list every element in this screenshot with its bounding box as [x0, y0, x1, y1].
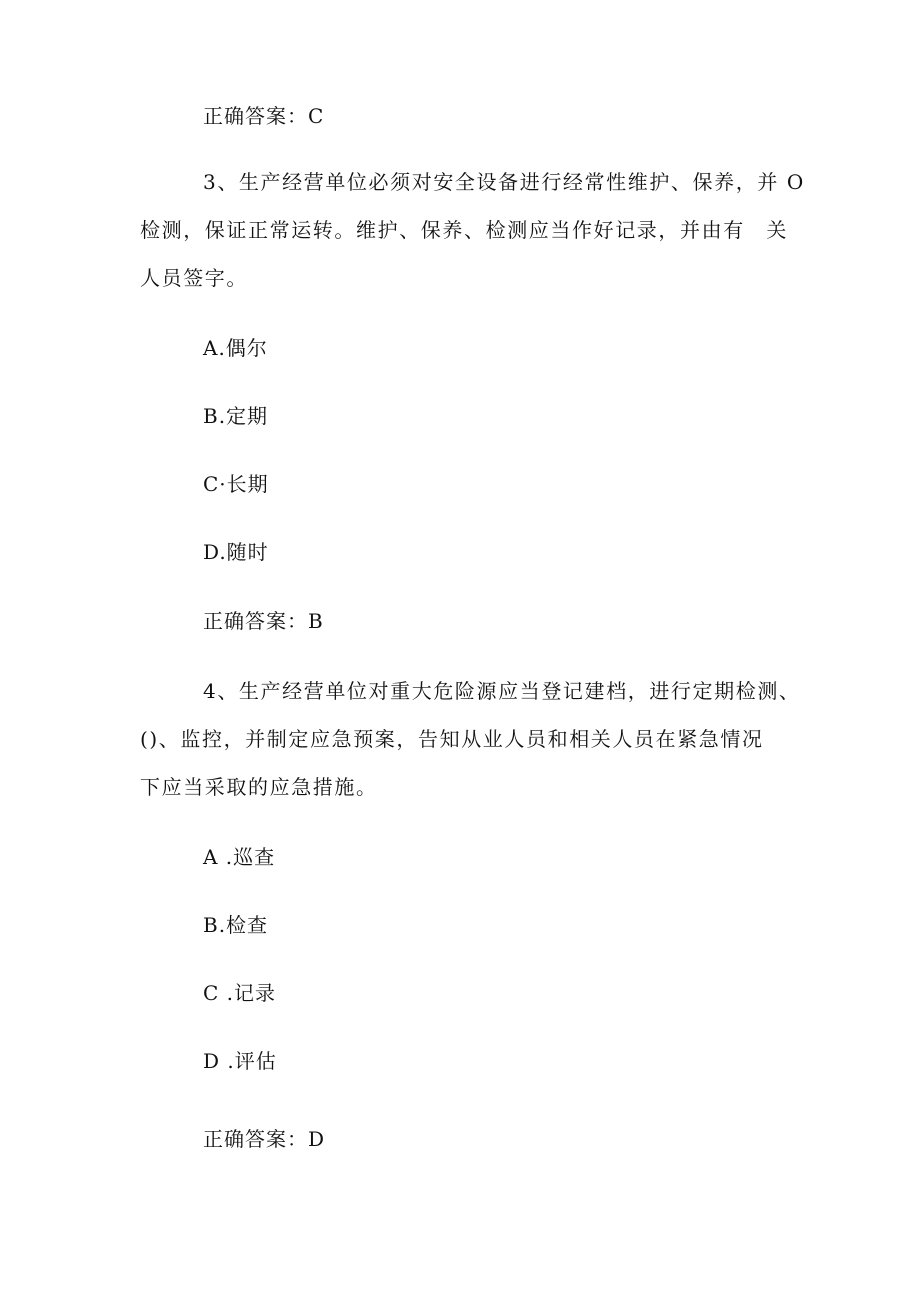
- q4-option-c: C .记录: [203, 981, 277, 1005]
- q3-line2: 检测，保证正常运转。维护、保养、检测应当作好记录，并由有 关: [140, 218, 788, 242]
- answer-prev: 正确答案：C: [203, 104, 325, 128]
- q3-line3: 人员签字。: [140, 266, 248, 290]
- q4-option-a: A .巡查: [203, 845, 276, 869]
- q4-line1: 4、生产经营单位对重大危险源应当登记建档，进行定期检测、: [203, 679, 801, 703]
- q3-answer: 正确答案：B: [203, 609, 324, 633]
- q4-line3: 下应当采取的应急措施。: [140, 775, 378, 799]
- q3-line1: 3、生产经营单位必须对安全设备进行经常性维护、保养，并 O: [203, 170, 805, 194]
- q4-answer: 正确答案：D: [203, 1127, 326, 1151]
- q4-option-d: D .评估: [203, 1049, 277, 1073]
- q3-option-b: B.定期: [203, 404, 269, 428]
- q4-option-b: B.检查: [203, 913, 269, 937]
- q3-option-d: D.随时: [203, 540, 269, 564]
- q3-option-c: C·长期: [203, 472, 269, 496]
- q4-line2: ()、监控，并制定应急预案，告知从业人员和相关人员在紧急情况: [140, 727, 764, 751]
- q3-option-a: A.偶尔: [203, 336, 268, 360]
